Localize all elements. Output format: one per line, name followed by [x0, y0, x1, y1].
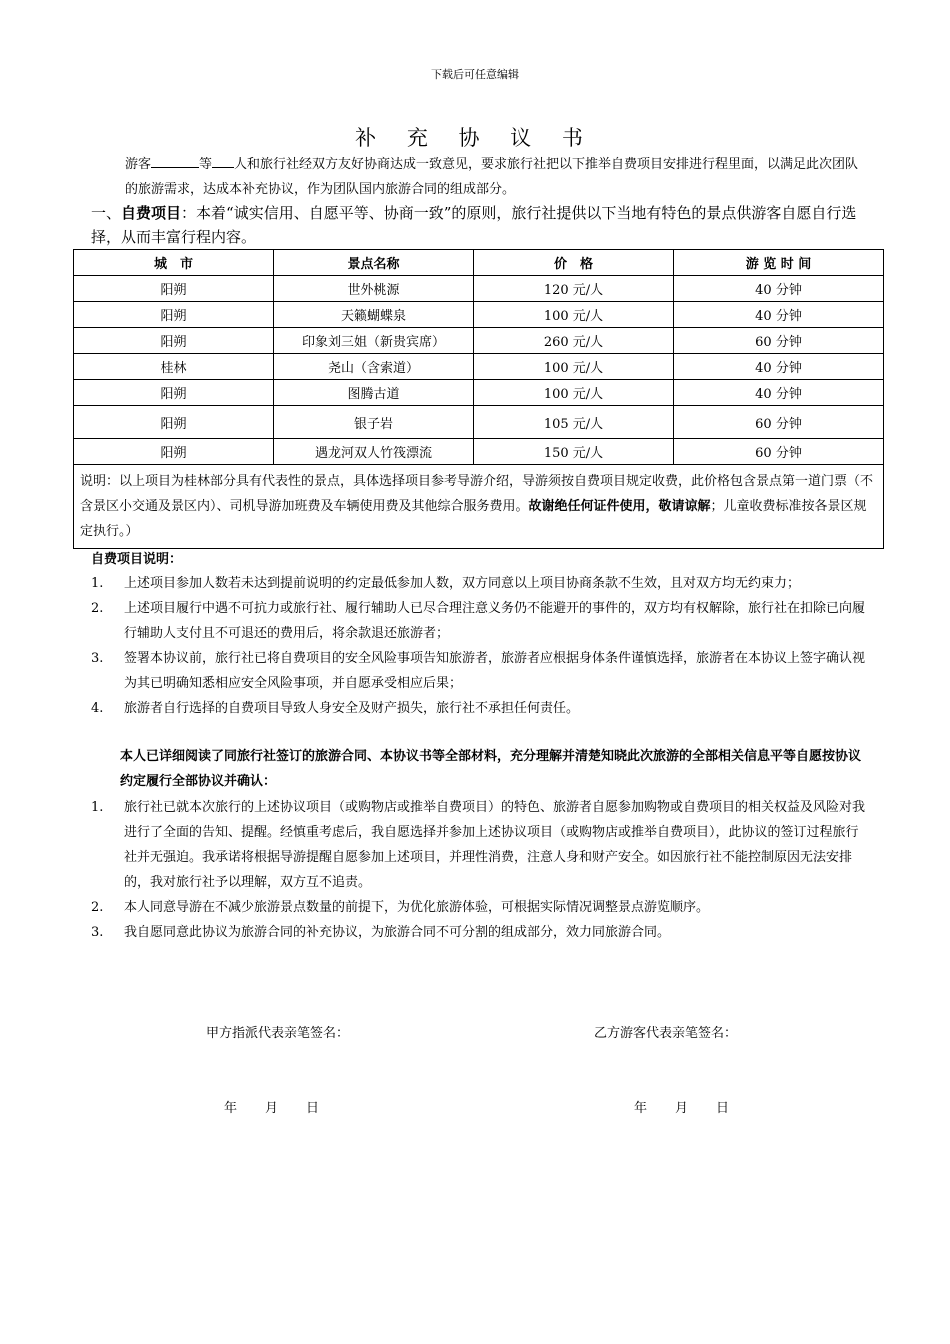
item-number: 4.	[91, 701, 104, 716]
date-year: 年	[224, 1101, 238, 1116]
list-item	[91, 795, 871, 895]
table-note	[74, 465, 884, 549]
item-text: 我自愿同意此协议为旅游合同的补充协议，为旅游合同不可分割的组成部分，效力同旅游合同。	[124, 925, 671, 940]
table-header-row	[74, 250, 884, 276]
cell-spot: 印象刘三姐（新贵宾席）	[274, 328, 474, 354]
party-a-date	[224, 1097, 319, 1116]
cell-time: 40 分钟	[674, 302, 884, 328]
list-item	[91, 646, 871, 696]
note-end: ；儿童收费标准按各景区规定执行。）	[80, 499, 867, 539]
note-normal: 说明：以上项目为桂林部分具有代表性的景点，具体选择项目参考导游介绍，导游须按自费项目规定收费，此价格包含景点第一道门票（不含景区小交通及景区内）、司机导游加班费及车辆使用费及其他综合服务费用。	[80, 474, 874, 514]
cell-spot: 世外桃源	[274, 276, 474, 302]
table-row	[74, 380, 884, 406]
cell-price: 100 元/人	[474, 354, 674, 380]
item-number: 3.	[91, 651, 104, 666]
section-prefix: 一、	[91, 204, 122, 222]
date-year: 年	[634, 1101, 648, 1116]
item-number: 3.	[91, 925, 104, 940]
section-self-paid	[91, 201, 866, 249]
visitor-count-blank[interactable]	[212, 153, 234, 168]
item-text: 本人同意导游在不减少旅游景点数量的前提下，为优化旅游体验，可根据实际情况调整景点游览顺序。	[124, 900, 710, 915]
cell-price: 120 元/人	[474, 276, 674, 302]
intro-part2: 等	[199, 157, 213, 172]
cell-spot: 图腾古道	[274, 380, 474, 406]
cell-city: 阳朔	[74, 302, 274, 328]
date-month: 月	[265, 1101, 279, 1116]
cell-time: 40 分钟	[674, 354, 884, 380]
header-city: 城 市	[74, 250, 274, 276]
header-time: 游 览 时 间	[674, 250, 884, 276]
desc-title: 自费项目说明：	[91, 552, 183, 567]
note-bold: 故谢绝任何证件使用，敬请谅解	[528, 499, 711, 514]
table-note-row	[74, 465, 884, 549]
date-day: 日	[716, 1101, 730, 1116]
confirm-paragraph	[91, 744, 866, 794]
date-month: 月	[675, 1101, 689, 1116]
cell-price: 100 元/人	[474, 380, 674, 406]
cell-spot: 遇龙河双人竹筏漂流	[274, 439, 474, 465]
date-day: 日	[306, 1101, 320, 1116]
section-label: 自费项目	[121, 204, 182, 222]
cell-price: 100 元/人	[474, 302, 674, 328]
table-row	[74, 328, 884, 354]
cell-city: 桂林	[74, 354, 274, 380]
item-number: 2.	[91, 601, 104, 616]
cell-city: 阳朔	[74, 380, 274, 406]
item-text: 上述项目参加人数若未达到提前说明的约定最低参加人数，双方同意以上项目协商条款不生效，且对双方均无约束力；	[124, 576, 801, 591]
cell-price: 260 元/人	[474, 328, 674, 354]
confirm-list	[91, 795, 871, 945]
intro-part1: 游客	[125, 157, 152, 172]
desc-list	[91, 571, 871, 721]
table-row	[74, 354, 884, 380]
party-b-date	[634, 1097, 729, 1116]
confirm-text: 本人已详细阅读了同旅行社签订的旅游合同、本协议书等全部材料，充分理解并清楚知晓此次旅游的全部相关信息平等自愿按协议约定履行全部协议并确认：	[120, 749, 862, 789]
cell-spot: 天籁蝴蝶泉	[274, 302, 474, 328]
party-a-signature-label: 甲方指派代表亲笔签名：	[206, 1026, 350, 1041]
table-row	[74, 406, 884, 439]
intro-part3: 人和旅行社经双方友好协商达成一致意见，要求旅行社把以下推举自费项目安排进行程里面，以满足此次团队的旅游需求，达成本补充协议，作为团队国内旅游合同的组成部分。	[125, 157, 859, 197]
cell-city: 阳朔	[74, 439, 274, 465]
cell-time: 60 分钟	[674, 406, 884, 439]
item-text: 上述项目履行中遇不可抗力或旅行社、履行辅助人已尽合理注意义务仍不能避开的事件的，双方均有权解除，旅行社在扣除已向履行辅助人支付且不可退还的费用后，将余款退还旅游者；	[124, 601, 866, 641]
item-text: 旅行社已就本次旅行的上述协议项目（或购物店或推举自费项目）的特色、旅游者自愿参加购物或自费项目的相关权益及风险对我进行了全面的告知、提醒。经慎重考虑后，我自愿选择并参加上述协议项目（或购物店或推举自费项目），此协议的签订过程旅行社并无强迫。我承诺将根据导游提醒自愿参加上述项目，并理性消费，注意人身和财产安全。如因旅行社不能控制原因无法安排的，我对旅行社予以理解，双方互不追责。	[124, 800, 866, 890]
attractions-table	[73, 249, 884, 549]
cell-time: 60 分钟	[674, 328, 884, 354]
item-text: 旅游者自行选择的自费项目导致人身安全及财产损失，旅行社不承担任何责任。	[124, 701, 580, 716]
cell-price: 105 元/人	[474, 406, 674, 439]
cell-time: 60 分钟	[674, 439, 884, 465]
intro-paragraph	[91, 152, 861, 202]
cell-price: 150 元/人	[474, 439, 674, 465]
table-row	[74, 439, 884, 465]
section-text: ：本着“诚实信用、自愿平等、协商一致”的原则，旅行社提供以下当地有特色的景点供游客自愿自行选择，从而丰富行程内容。	[91, 204, 857, 246]
header-note: 下载后可任意编辑	[431, 68, 519, 81]
list-item	[91, 596, 871, 646]
cell-city: 阳朔	[74, 276, 274, 302]
item-number: 2.	[91, 900, 104, 915]
list-item	[91, 696, 871, 721]
cell-spot: 银子岩	[274, 406, 474, 439]
cell-time: 40 分钟	[674, 276, 884, 302]
list-item	[91, 895, 871, 920]
list-item	[91, 571, 871, 596]
cell-time: 40 分钟	[674, 380, 884, 406]
item-number: 1.	[91, 576, 104, 591]
table-row	[74, 302, 884, 328]
cell-spot: 尧山（含索道）	[274, 354, 474, 380]
item-text: 签署本协议前，旅行社已将自费项目的安全风险事项告知旅游者，旅游者应根据身体条件谨慎选择，旅游者在本协议上签字确认视为其已明确知悉相应安全风险事项，并自愿承受相应后果；	[124, 651, 866, 691]
cell-city: 阳朔	[74, 406, 274, 439]
header-price: 价 格	[474, 250, 674, 276]
table-row	[74, 276, 884, 302]
party-b-signature-label: 乙方游客代表亲笔签名：	[594, 1026, 738, 1041]
item-number: 1.	[91, 800, 104, 815]
list-item	[91, 920, 871, 945]
cell-city: 阳朔	[74, 328, 274, 354]
header-spot: 景点名称	[274, 250, 474, 276]
visitor-name-blank[interactable]	[151, 153, 199, 168]
document-title: 补 充 协 议 书	[355, 126, 595, 150]
